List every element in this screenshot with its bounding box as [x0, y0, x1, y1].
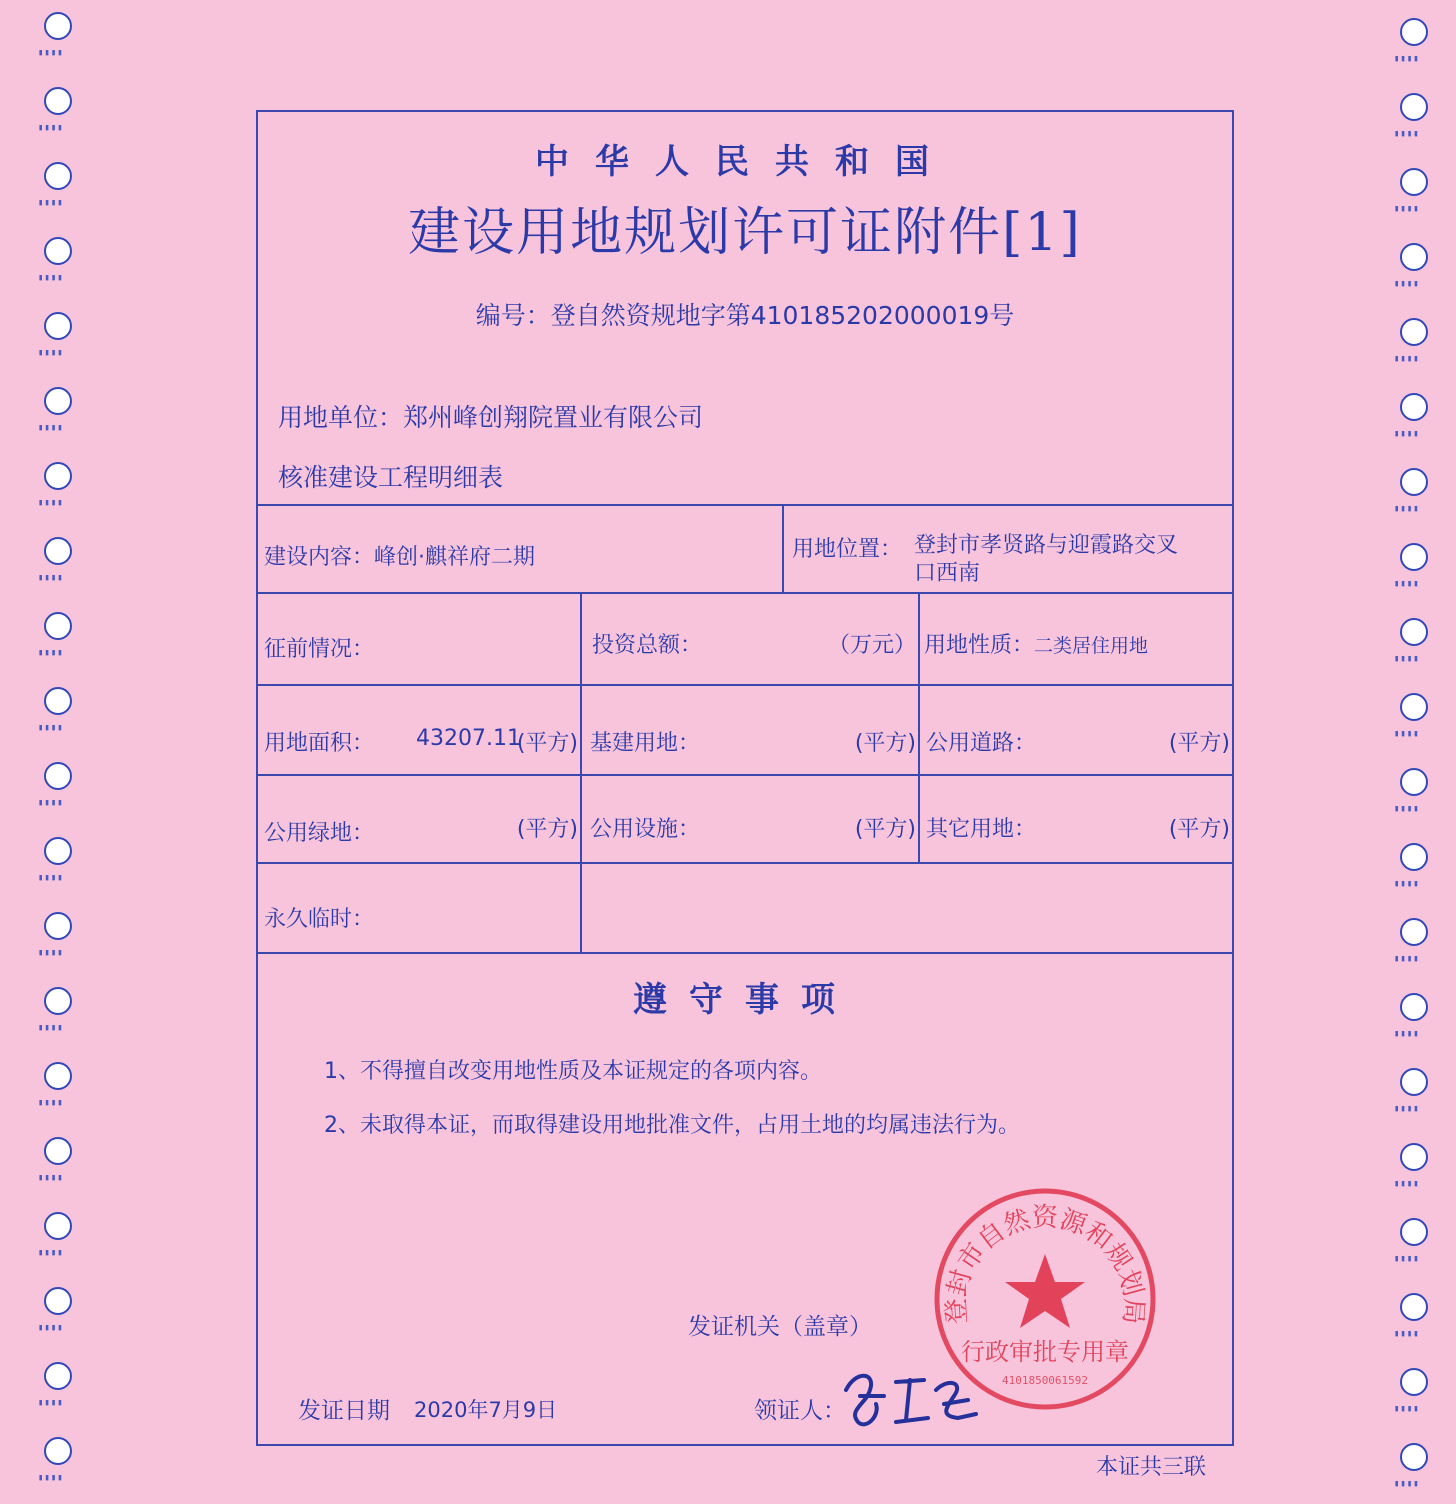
perforation-hole [1400, 1293, 1428, 1321]
perforation-mark: ▮▮▮▮ [38, 798, 64, 808]
perforation-hole [44, 1287, 72, 1315]
table-cell [580, 776, 918, 864]
perforation-hole [44, 1362, 72, 1390]
perforation-hole [1400, 993, 1428, 1021]
perforation-hole [44, 462, 72, 490]
perforation-hole [44, 762, 72, 790]
table-row [258, 592, 1232, 686]
table-cell [782, 506, 1232, 594]
table-cell [918, 686, 1232, 776]
document-title: 建设用地规划许可证附件[1] [408, 203, 1082, 263]
investment-unit: （万元） [827, 633, 916, 658]
perforation-hole [1400, 693, 1428, 721]
land-nature-value: 二类居住用地 [1034, 635, 1149, 657]
perforation-mark: ▮▮▮▮ [38, 498, 64, 508]
perforation-hole [1400, 243, 1428, 271]
public-facility-unit: (平方) [854, 817, 916, 842]
seal-code: 4101850061592 [1001, 1374, 1089, 1387]
perforation-hole [1400, 543, 1428, 571]
perforation-mark: ▮▮▮▮ [38, 348, 64, 358]
permit-form [256, 110, 1234, 1446]
land-area-label: 用地面积： [264, 731, 375, 756]
receiver-label: 领证人： [754, 1398, 846, 1424]
perforation-mark: ▮▮▮▮ [38, 648, 64, 658]
rule-item-1: 1、不得擅自改变用地性质及本证规定的各项内容。 [324, 1059, 822, 1084]
receiver-signature [836, 1360, 986, 1440]
perforation-hole [44, 537, 72, 565]
country-heading: 中华人民共和国 [535, 142, 955, 182]
perforation-mark: ▮▮▮▮ [38, 1398, 64, 1408]
table-row [258, 504, 1232, 594]
perforation-mark: ▮▮▮▮ [1394, 429, 1420, 439]
perforation-mark: ▮▮▮▮ [38, 1023, 64, 1033]
perforation-mark: ▮▮▮▮ [1394, 804, 1420, 814]
perforation-mark: ▮▮▮▮ [38, 948, 64, 958]
content-label: 建设内容： [264, 545, 375, 570]
perforation-mark: ▮▮▮▮ [1394, 1329, 1420, 1339]
pre-status-label: 征前情况： [264, 637, 375, 662]
base-land-label: 基建用地： [590, 731, 701, 756]
perforation-hole [44, 987, 72, 1015]
permit-number: 编号：登自然资规地字第410185202000019号 [475, 301, 1015, 330]
base-land-unit: (平方) [854, 731, 916, 756]
public-road-unit: (平方) [1168, 731, 1230, 756]
land-nature-label: 用地性质： [924, 633, 1035, 658]
perforation-hole [1400, 768, 1428, 796]
perforation-hole [1400, 1443, 1428, 1471]
table-cell [258, 864, 580, 952]
public-facility-label: 公用设施： [590, 817, 701, 842]
other-land-unit: (平方) [1168, 817, 1230, 842]
perforation-mark: ▮▮▮▮ [1394, 54, 1420, 64]
table-cell [918, 776, 1232, 864]
perforation-mark: ▮▮▮▮ [1394, 579, 1420, 589]
perforation-hole [44, 87, 72, 115]
perforation-mark: ▮▮▮▮ [1394, 129, 1420, 139]
perforation-hole [44, 912, 72, 940]
issuing-authority: 发证机关（盖章） [688, 1314, 872, 1340]
table-cell [258, 776, 580, 864]
perforation-mark: ▮▮▮▮ [1394, 1479, 1420, 1489]
perforation-mark: ▮▮▮▮ [1394, 1254, 1420, 1264]
land-nature-field [924, 628, 1148, 659]
land-area-unit: (平方) [516, 731, 578, 756]
perforation-mark: ▮▮▮▮ [1394, 729, 1420, 739]
perforation-hole [1400, 1218, 1428, 1246]
perforation-mark: ▮▮▮▮ [1394, 879, 1420, 889]
location-value-line1: 登封市孝贤路与迎霞路交叉 [914, 533, 1179, 558]
table-cell [258, 506, 782, 594]
perforation-mark: ▮▮▮▮ [38, 573, 64, 583]
left-perforation-strip [28, 0, 88, 1504]
table-cell [580, 864, 1232, 952]
perforation-mark: ▮▮▮▮ [1394, 954, 1420, 964]
location-label: 用地位置： [792, 537, 903, 562]
perforation-hole [1400, 168, 1428, 196]
perforation-hole [44, 687, 72, 715]
perforation-hole [44, 1437, 72, 1465]
perforation-mark: ▮▮▮▮ [1394, 1104, 1420, 1114]
perforation-mark: ▮▮▮▮ [38, 198, 64, 208]
perforation-hole [44, 837, 72, 865]
perforation-mark: ▮▮▮▮ [38, 723, 64, 733]
perforation-hole [1400, 93, 1428, 121]
perforation-hole [1400, 843, 1428, 871]
perforation-hole [44, 1137, 72, 1165]
perforation-mark: ▮▮▮▮ [38, 1173, 64, 1183]
land-area-value: 43207.11 [416, 726, 521, 751]
perforation-hole [1400, 618, 1428, 646]
applicant-line [278, 398, 703, 434]
rule-item-2: 2、未取得本证，而取得建设用地批准文件，占用土地的均属违法行为。 [324, 1113, 1020, 1138]
perforation-mark: ▮▮▮▮ [1394, 1404, 1420, 1414]
perforation-mark: ▮▮▮▮ [1394, 504, 1420, 514]
perforation-hole [44, 12, 72, 40]
perforation-hole [44, 237, 72, 265]
perforation-hole [44, 1212, 72, 1240]
perforation-hole [44, 1062, 72, 1090]
seal-ring-text: 登封市自然资源和规划局 [941, 1203, 1149, 1326]
perforation-mark: ▮▮▮▮ [38, 123, 64, 133]
table-row [258, 684, 1232, 776]
perforation-hole [44, 312, 72, 340]
perforation-mark: ▮▮▮▮ [38, 423, 64, 433]
content-field [264, 540, 535, 571]
location-value-line2: 口西南 [914, 561, 981, 586]
perforation-hole [1400, 1368, 1428, 1396]
perforation-mark: ▮▮▮▮ [38, 1323, 64, 1333]
perforation-hole [1400, 468, 1428, 496]
applicant-value: 郑州峰创翔院置业有限公司 [403, 403, 704, 432]
seal-inner-text: 行政审批专用章 [961, 1338, 1129, 1366]
table-cell [918, 594, 1232, 686]
public-green-unit: (平方) [516, 817, 578, 842]
perforation-hole [1400, 918, 1428, 946]
perforation-hole [44, 387, 72, 415]
perforation-hole [1400, 18, 1428, 46]
perforation-hole [44, 612, 72, 640]
rules-heading: 遵守事项 [633, 980, 857, 1020]
table-title: 核准建设工程明细表 [278, 463, 504, 492]
perforation-hole [1400, 393, 1428, 421]
issue-date-label: 发证日期 [298, 1398, 390, 1424]
perforation-mark: ▮▮▮▮ [38, 273, 64, 283]
other-land-label: 其它用地： [926, 817, 1037, 842]
perforation-mark: ▮▮▮▮ [1394, 279, 1420, 289]
copies-note: 本证共三联 [1096, 1455, 1207, 1480]
perforation-hole [1400, 1068, 1428, 1096]
perforation-mark: ▮▮▮▮ [38, 48, 64, 58]
perforation-mark: ▮▮▮▮ [38, 1098, 64, 1108]
table-cell [258, 594, 580, 686]
seal-star-icon [1005, 1254, 1085, 1328]
perforation-mark: ▮▮▮▮ [38, 873, 64, 883]
table-cell [580, 686, 918, 776]
right-perforation-strip [1384, 0, 1444, 1504]
table-row [258, 774, 1232, 864]
table-row [258, 862, 1232, 954]
perforation-hole [1400, 1143, 1428, 1171]
content-value: 峰创·麒祥府二期 [374, 545, 536, 570]
public-green-label: 公用绿地： [264, 821, 375, 846]
perforation-mark: ▮▮▮▮ [38, 1473, 64, 1483]
perforation-mark: ▮▮▮▮ [38, 1248, 64, 1258]
table-cell [258, 686, 580, 776]
perforation-mark: ▮▮▮▮ [1394, 204, 1420, 214]
perforation-mark: ▮▮▮▮ [1394, 1029, 1420, 1039]
investment-label: 投资总额： [592, 633, 703, 658]
perforation-hole [1400, 318, 1428, 346]
applicant-label: 用地单位： [278, 403, 404, 432]
perforation-mark: ▮▮▮▮ [1394, 354, 1420, 364]
table-cell [580, 594, 918, 686]
public-road-label: 公用道路： [926, 731, 1037, 756]
perforation-mark: ▮▮▮▮ [1394, 1179, 1420, 1189]
perforation-mark: ▮▮▮▮ [1394, 654, 1420, 664]
issue-date-value: 2020年7月9日 [414, 1398, 558, 1422]
perforation-hole [44, 162, 72, 190]
permanent-temporary-label: 永久临时： [264, 907, 375, 932]
